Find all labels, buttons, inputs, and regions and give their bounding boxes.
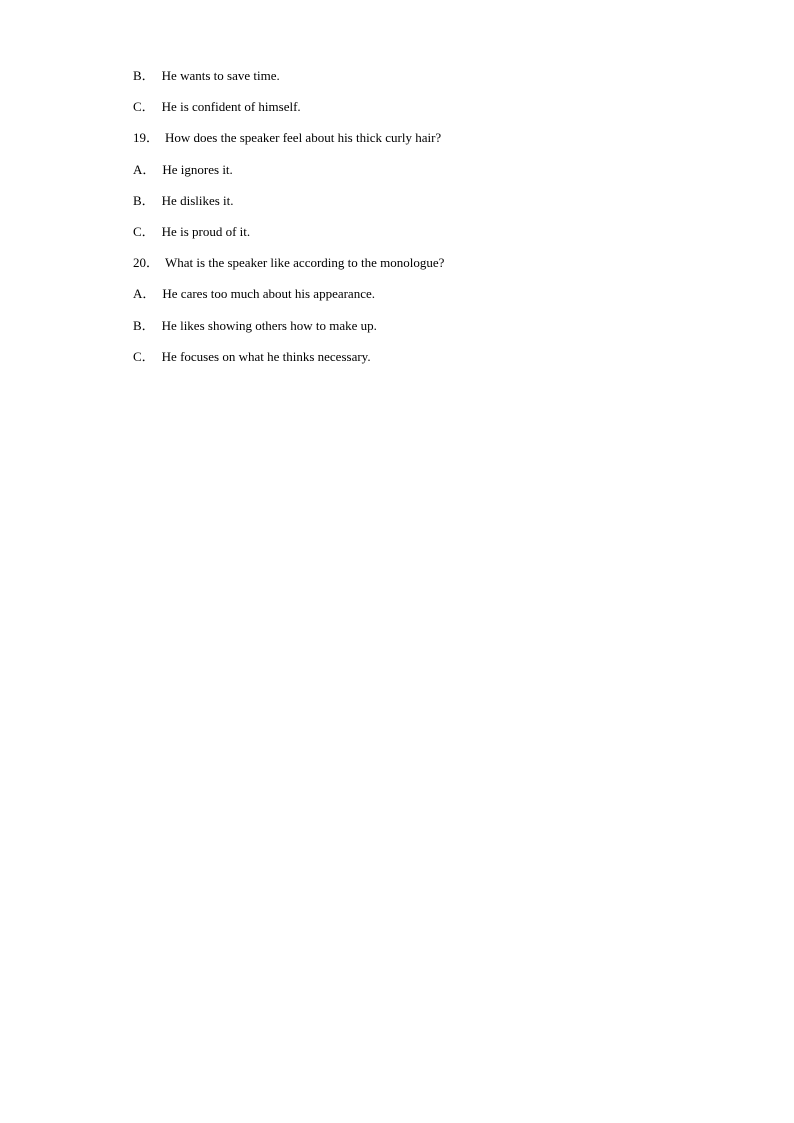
option-text: He focuses on what he thinks necessary. xyxy=(161,348,371,364)
question-text: What is the speaker like according to the monologue? xyxy=(165,255,445,271)
option-marker: A． xyxy=(133,161,156,177)
question-number: 20． xyxy=(133,255,160,271)
option-text: He is confident of himself. xyxy=(161,99,301,115)
question-number: 19． xyxy=(133,130,160,146)
option-19-a xyxy=(133,160,733,191)
option-text: He ignores it. xyxy=(162,161,233,177)
question-19 xyxy=(133,128,733,159)
option-marker: A． xyxy=(133,286,156,302)
option-marker: C． xyxy=(133,223,155,239)
option-19-b xyxy=(133,191,733,222)
question-20 xyxy=(133,253,733,284)
option-text: He is proud of it. xyxy=(161,223,251,239)
option-marker: B． xyxy=(133,317,155,333)
option-text: He dislikes it. xyxy=(161,192,234,208)
option-marker: B． xyxy=(133,192,155,208)
option-19-c xyxy=(133,222,733,253)
option-text: He cares too much about his appearance. xyxy=(162,286,375,302)
exam-text-block xyxy=(133,66,733,378)
option-18-c xyxy=(133,97,733,128)
option-text: He wants to save time. xyxy=(161,68,280,83)
option-marker: C． xyxy=(133,99,155,115)
option-20-a xyxy=(133,284,733,315)
option-marker: C． xyxy=(133,348,155,364)
option-text: He likes showing others how to make up. xyxy=(161,317,377,333)
option-20-c xyxy=(133,347,733,378)
option-marker: B． xyxy=(133,68,155,83)
option-18-b xyxy=(133,66,733,97)
question-text: How does the speaker feel about his thick curly hair? xyxy=(165,130,442,146)
option-20-b xyxy=(133,316,733,347)
